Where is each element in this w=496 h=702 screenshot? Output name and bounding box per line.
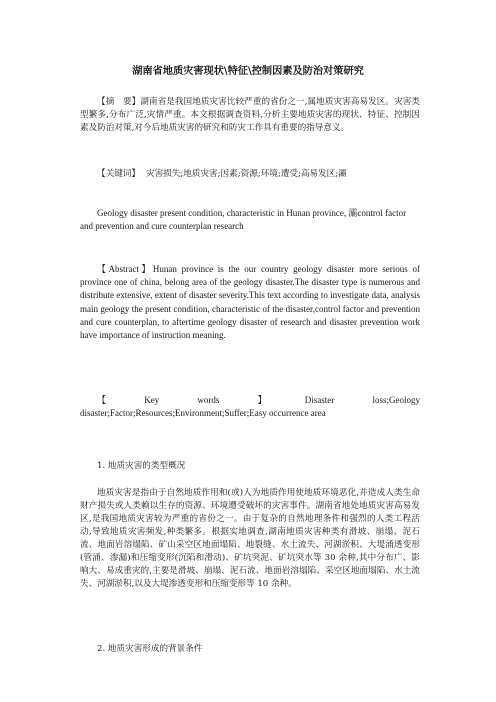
chinese-abstract-text: 湖南省是我国地质灾害比较严重的省份之一,属地质灾害高易发区。灾害类型繁多,分布广泛,灾情严重。本文根据调查资料,分析主要地质灾害的现状、特征、控制因素及防治对策,对今后地质灾害的研究和防灾工作具有重要的指导意义。 xyxy=(80,97,420,133)
english-keywords-open: 【 xyxy=(97,395,107,405)
english-abstract xyxy=(80,263,420,342)
english-title: Geology disaster present condition, characteristic in Hunan province, 灞control factor and prevention and cure counterplan research xyxy=(80,208,407,232)
chinese-keywords xyxy=(80,168,420,181)
section-2-heading: 2. 地质灾害形成的背景条件 xyxy=(97,644,203,654)
chinese-abstract xyxy=(80,96,420,135)
section-1-paragraph: 地质灾害是指由于自然地质作用和(或)人为地质作用使地质环境恶化,并造成人类生命财产损失或人类赖以生存的资源、环境遭受破坏的灾害事件。湖南省地处地质灾害高易发区,是我国地质灾害较为严重的省份之一。由于复杂的自然地理条件和强烈的人类工程活动,导致地质灾害频发,种类繁多。根据实地调查,湖南地质灾害种类有滑坡、崩塌、泥石流、地面岩溶塌陷、矿山采空区地面塌陷、地裂缝、水土流失、河湖淤积、大堤涌透变形(管涌、渗漏)和压缩变形(沉陷和滑动)、矿坑突泥、矿坑突水等 30 余种,其中分布广、影响大、易成重灾的,主要是滑坡、崩塌、泥石流、地面岩溶塌陷、采空区地面塌陷、水土流失、河湖淤积,以及大堤渗透变形和压缩变形等 10 余种。 xyxy=(80,488,420,589)
english-keywords-close: 】 xyxy=(257,395,267,405)
paper-title: 湖南省地质灾害现状\特征\控制因素及防治对策研究 xyxy=(132,65,364,77)
english-keywords-word: Disaster xyxy=(304,395,335,405)
english-keywords-word: Key xyxy=(144,395,160,405)
english-abstract-label: 【Abstract】 xyxy=(97,264,153,274)
chinese-abstract-label: 【摘 要】 xyxy=(97,97,141,107)
english-keywords-word: loss;Geology xyxy=(372,395,420,405)
english-keywords-line2: disaster;Factor;Resources;Environment;Suffer;Easy occurrence area xyxy=(80,408,326,419)
chinese-keywords-label: 【关键词】 xyxy=(97,169,140,179)
chinese-keywords-text: 灾害损失;地质灾害;因素;资源;环境;遭受;高易发区;灞 xyxy=(145,169,347,179)
english-keywords xyxy=(80,394,420,420)
english-abstract-text: Hunan province is the our country geology disaster more serious of province one of china, belong area of the geology disaster.The disaster type is numerous and distribute extensive, extent of disaster severity.This text according to investigate data, analysis main geology the present condition, characteristic of the disaster,control factor and prevention and cure counterplan, to aftertime geology disaster of research and disaster prevention work have importance of instruction meaning. xyxy=(80,264,420,341)
section-1-heading: 1. 地质灾害的类型概况 xyxy=(97,461,186,471)
english-keywords-word: words xyxy=(197,395,220,405)
english-keywords-line1 xyxy=(80,394,420,407)
